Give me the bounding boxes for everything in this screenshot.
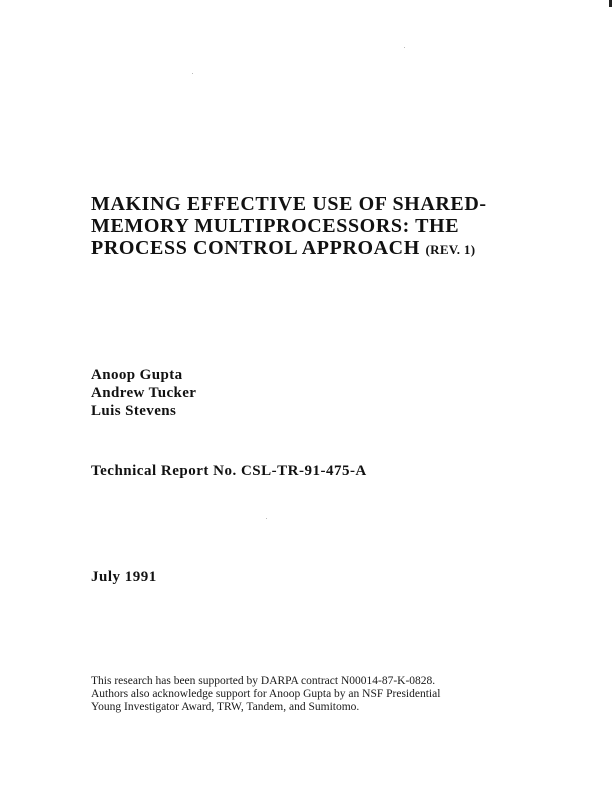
title-revision: (REV. 1) xyxy=(425,242,476,257)
title-line-2: MEMORY MULTIPROCESSORS: THE xyxy=(91,215,460,237)
scan-speck xyxy=(404,47,405,48)
report-date: July 1991 xyxy=(91,569,157,585)
scan-speck xyxy=(192,73,193,74)
title-line-3-text: PROCESS CONTROL APPROACH xyxy=(91,237,420,259)
title-line-3 xyxy=(91,237,531,261)
author-name: Anoop Gupta xyxy=(91,367,183,383)
report-number: Technical Report No. CSL-TR-91-475-A xyxy=(91,463,367,479)
funding-acknowledgement xyxy=(91,675,440,714)
author-name: Luis Stevens xyxy=(91,403,177,419)
acknowledgement-line: Young Investigator Award, TRW, Tandem, and Sumitomo. xyxy=(91,701,360,713)
report-title xyxy=(91,193,531,261)
acknowledgement-line: This research has been supported by DARPA contract N00014-87-K-0828. xyxy=(91,675,436,687)
title-line-1: MAKING EFFECTIVE USE OF SHARED- xyxy=(91,193,487,215)
author-name: Andrew Tucker xyxy=(91,385,197,401)
author-list xyxy=(91,366,196,420)
acknowledgement-line: Authors also acknowledge support for Anoop Gupta by an NSF Presidential xyxy=(91,688,441,700)
scan-speck xyxy=(266,518,267,519)
